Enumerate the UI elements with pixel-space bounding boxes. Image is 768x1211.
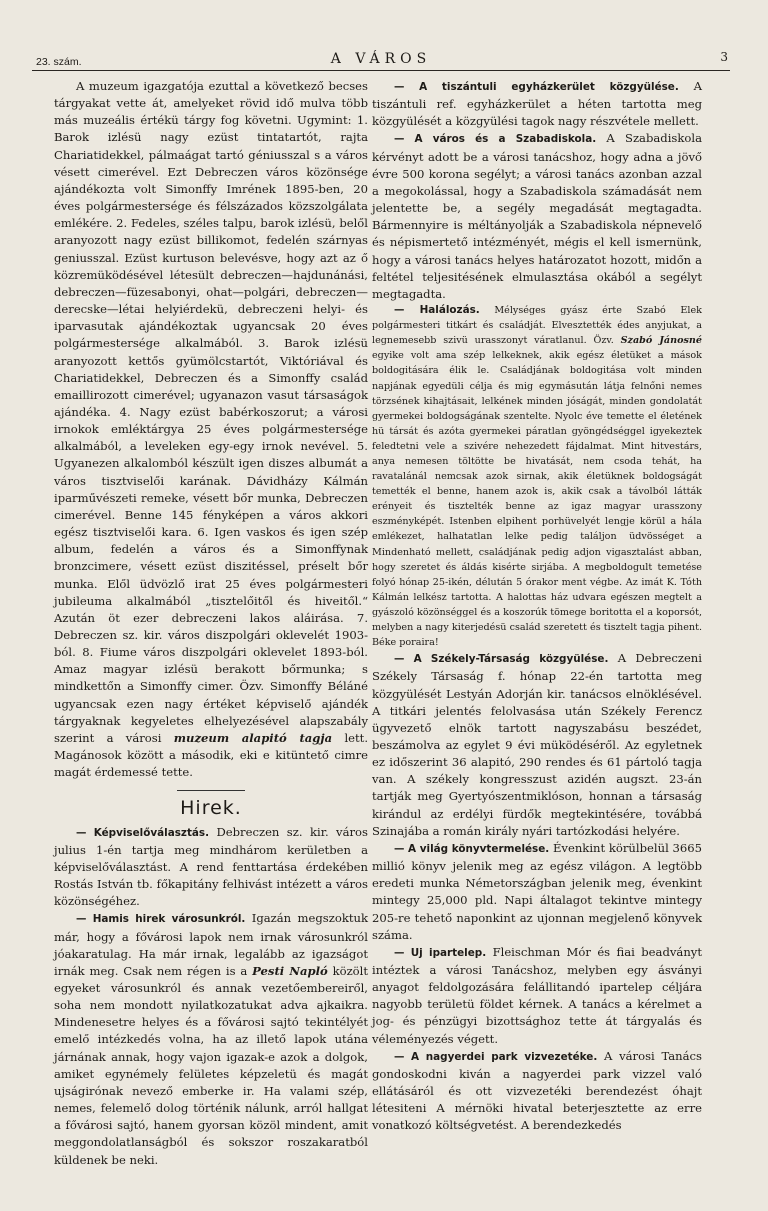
news-item-book-production: — A világ könyvtermelése. Évenkint körülbelül 3665 millió könyv jelenik meg az egész világon. A legtöbb eredeti munka Németországban jelenik meg, évenkint mintegy 25,000 pld. Napi általagot tekintve mintegy 205-re tehető naponkint az ujonnan megjelenő könyvek száma. bbox=[372, 840, 702, 942]
news-item-industrial-site: — Uj ipartelep. Fleischman Mór és fiai beadványt intéztek a városi Tanácshoz, melyben egy ásványi anyagot feldolgozására felállitandó ipartelep céljára nagyobb területü földet kérnek. A tanács a kérelmet a jog- és pénzügyi bizottsághoz tette át tárgyalás és véleményezés végett. bbox=[372, 944, 703, 1046]
news-heading: Hirek. bbox=[180, 797, 242, 820]
museum-article: A muzeum igazgatója ezuttal a következő becses tárgyakat vette át, amelyeket rövid idő mulva több más muzeális értékü tárgy fog követni. Ugymint: 1. Barok izlésü nagy ezüst tintatartót, rajta Chariatidekkel, pálmaágat tartó géniusszal s a város vésett cimerével. Ezt Debreczen város közönsége ajándékozta volt Simonffy Imrének 1895-ben, 20 éves polgármestersége és félszázados közszolgálata emlékére. 2. Fedeles, széles talpu, barok izlésü, belől aranyozott nagy ezüst billikomot, fedelén szárnyas geniusszal. Ezüst kurtuson belevésve, hogy azt az ő közremüködésével létesült debreczen—hajdunánási, debreczen—füzesabonyi, ohat—polgári, debreczen—derecske—létai helyiérdekü, debreczeni helyi- és iparvasutak ajándékoztak ugyancsak 20 éves polgármestersége alkalmából. 3. Barok izlésü aranyozott kettős gyümölcstartót, Viktóriával és Chariatidekkel, Debreczen és a Simonffy család emaillirozott cimerével; ugyanazon vasut társaságok ajándéka. 4. Nagy ezüst babérkoszorut; a városi irnokok emléktárgya 25 éves polgármestersége alkalmából, a leveleken egy-egy irnok nevével. 5. Ugyanezen alkalomból készült igen diszes albumát a város tisztviselői karának. Dávidházy Kálmán iparművészeti remeke, vésett bőr munka, Debreczen cimerével. Benne 145 fényképen a város akkori egész tisztviselői kara. 6. Igen vaskos és igen szép album, fedelén a város és a Simonffynak bronzcimere, vésett ezüst diszitéssel, préselt bőr munka. Elől üdvözlő irat 25 éves polgármesteri jubileuma alkalmából „tisztelőitől és hiveitől.“ Azután öt ezer debreczeni lakos aláirása. 7. Debreczen sz. kir. város diszpolgári oklevelét 1903-ból. 8. Fiume város diszpolgári oklevelet 1893-ból. Amaz magyar izlésü berakott bőrmunka; s mindkettőn a Simonffy cimer. Özv. Simonffy Béláné ugyancsak ezen nagy értéket képviselő ajándék tárgyaknak kegyeletes elhelyezésével alapszabály szerint a városi muzeum alapitó tagja lett. Magánosok között a második, eki e kitüntető cimre magát érdemessé tette. bbox=[54, 79, 369, 780]
separator bbox=[177, 790, 245, 791]
page-header bbox=[32, 50, 730, 72]
news-item-election: — Képviselőválasztás. Debreczen sz. kir. város julius 1-én tartja meg mindhárom kerületben a képviselőválasztást. A rend fenttartása érdekében Rostás István tb. főkapitány felhivást intézett a város közönségéhez. bbox=[54, 824, 368, 909]
newspaper-title: A VÁROS bbox=[330, 51, 432, 67]
news-item-obituary: — Halálozás. Mélységes gyász érte Szabó Elek polgármesteri titkárt és családját. Elvesztették édes anyjukat, a legnemesebb szivü urasszonyt váratlanul. Özv. Szabó Jánosné egyike volt ama szép lelkeknek, akik egész életüket a mások boldogitására élik le. Családjának boldogitása volt minden napjának egyedüli célja és mig egymásután látja felnőni nemes törzsének kihajtásait, lelkének minden jóságát, minden gondolatát gyermekei boldogságának szentelte. Nyolc éve temette el életének hü társát és azóta gyermekei páratlan gyöngédséggel igyekeztek feledtetni vele a szivére nehezedett fájdalmat. Mint hitvestárs, anya nemesen töltötte be hivatását, nem csoda tehát, ha ravatalánál nemcsak azok sirnak, akik életüknek boldogságát temették el benne, hanem azok is, akik csak a távolból látták erényeit és tisztelték benne az igaz magyar urasszony eszményképét. Istenben elpihent porhüvelyét lengje körül a hála emlékezet, halhatatlan lelke pedig találjon üdvösséget a Mindenható mellett, családjának pedig adjon vigasztalást abban, hogy szeretet és áldás kisérte sirjába. A megboldogult temetése folyó hónap 25-ikén, délután 5 órakor ment végbe. Az imát K. Tóth Kálmán lelkész tartotta. A halottas ház udvara egészen megtelt a gyászoló közönséggel és a koszorúk tömege boritotta el a koporsót, melyben a nagy kiterjedésü család szeretett és tisztelt tagja pihent. Béke poraira! bbox=[372, 304, 702, 649]
right-column bbox=[372, 78, 702, 1135]
news-item-false-news: — Hamis hirek városunkról. Igazán megszoktuk már, hogy a fővárosi lapok nem irnak városunkról jóakaratulag. Ha már irnak, legalább az igazságot irnák meg. Csak nem régen is a Pesti Napló közölt egyeket városunkról és annak vezetőembereiről, soha nem mondott nyilatkozatukat adva ajkaikra. Mindenesetre helyes és a fővárosi sajtó tekintélyét emelő intézkedés volna, ha az illető lapok utána járnának annak, hogy vajon igazak-e azok a dolgok, amiket egynémely felületes képzeletü és magát ujságirónak nevező emberke ir. Ha valami szép, nemes, felemelő dolog történik nálunk, arról hallgat a fővárosi sajtó, hanem gyorsan közöl mindent, amit meggondolatlanságból és sokszor roszakaratból küldenek be neki. bbox=[54, 911, 369, 1167]
news-item-church-district: — A tiszántuli egyházkerület közgyülése. A tiszántuli ref. egyházkerület a héten tartotta meg közgyülését a közgyülési tagok nagy részvétele mellett. bbox=[372, 79, 703, 129]
page-number: 3 bbox=[720, 50, 728, 64]
left-column bbox=[54, 78, 368, 1169]
issue-number: 23. szám. bbox=[36, 56, 82, 68]
news-item-park-water: — A nagyerdei park vizvezetéke. A városi Tanács gondoskodni kiván a nagyerdei park vizzel való ellátásáról és ott vizvezetéki berendezést óhajt létesiteni A mérnöki hivatal beterjesztette az erre vonatkozó költségvetést. A berendezkedés bbox=[372, 1048, 703, 1133]
news-item-free-school: — A város és a Szabadiskola. A Szabadiskola kérvényt adott be a városi tanácshoz, hogy adna a jövő évre 500 korona segélyt; a városi tanács azonban azzal a megokolással, hogy a Szabadiskola számadását nem jelentette be, a segély megadását megtagadta. Bármennyire is méltányolják a Szabadiskola népnevelő és népismertető intézményét, mégis el kell ismernünk, hogy a városi tanács helyes határozatot hozott, midőn a feltétel teljesitésének elmulasztása okából a segélyt megtagadta. bbox=[372, 131, 703, 301]
news-item-szekely-society: — A Székely-Társaság közgyülése. A Debreczeni Székely Társaság f. hónap 22-én tartotta meg közgyülését Lestyán Adorján kir. tanácsos elnöklésével. A titkári jelentés felolvasása után Székely Ferencz ügyvezető elnök tartott nagyszabásu beszédet, beszámolva az egylet 9 évi müködéséről. Az egyletnek ez időszerint 36 alapitó, 290 rendes és 61 pártoló tagja van. A székely kongresszust azidén augszt. 23-án tartják meg Gyertyószentmiklóson, honnan a társaság kirándul az erdélyi fürdők megtekintésére, továbbá Szinajába a román király nyári tartózkodási helyére. bbox=[372, 651, 702, 838]
header-rule bbox=[32, 70, 730, 71]
